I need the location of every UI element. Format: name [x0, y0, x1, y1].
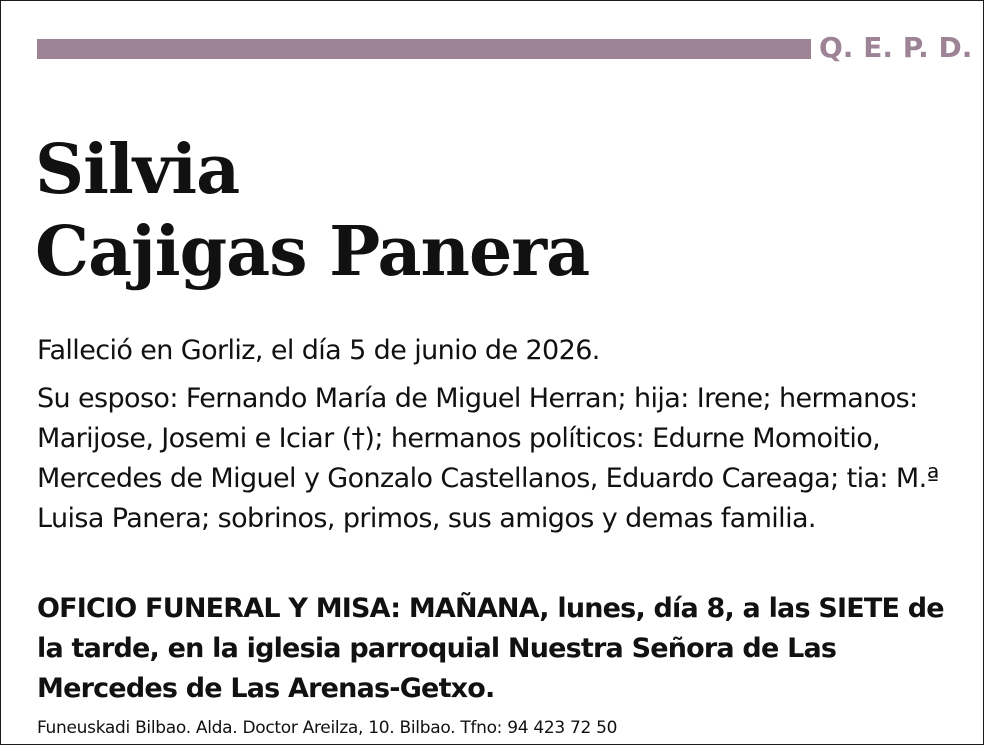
- funeral-home-info: Funeuskadi Bilbao. Alda. Doctor Areilza, 10. Bilbao. Tfno: 94 423 72 50: [37, 718, 618, 738]
- family-list: Su esposo: Fernando María de Miguel Herran; hija: Irene; hermanos: Marijose, Josemi e Iciar (†); hermanos políticos: Edurne Momoitio, Mercedes de Miguel y Gonzalo Castellanos, Eduardo Careaga; tia: M.ª Luisa Panera; sobrinos, primos, sus amigos y demas familia.: [37, 383, 939, 534]
- funeral-service: OFICIO FUNERAL Y MISA: MAÑANA, lunes, día 8, a las SIETE de la tarde, en la iglesia parroquial Nuestra Señora de Las Mercedes de Las Arenas-Getxo.: [37, 593, 944, 704]
- deceased-first-name: Silvia: [35, 130, 240, 210]
- header-bar: [37, 39, 811, 59]
- deceased-name: [35, 129, 589, 293]
- death-announcement: Falleció en Gorliz, el día 5 de junio de 2026.: [37, 335, 600, 366]
- deceased-surnames: Cajigas Panera: [35, 212, 590, 292]
- qepd-badge: Q. E. P. D.: [819, 31, 973, 64]
